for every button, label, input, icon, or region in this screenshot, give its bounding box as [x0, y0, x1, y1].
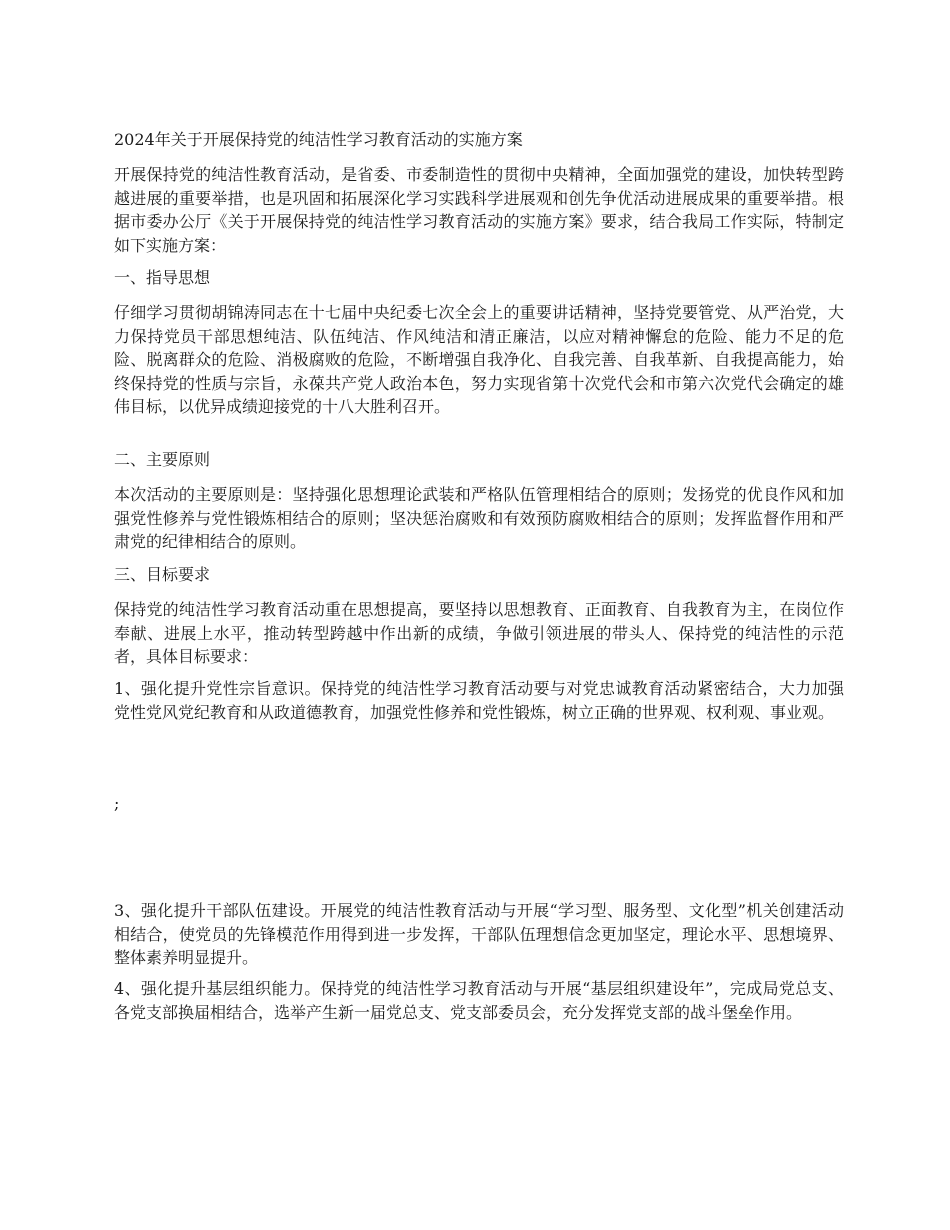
section2-body: 本次活动的主要原则是：坚持强化思想理论武装和严格队伍管理相结合的原则；发扬党的优良作风和加强党性修养与党性锻炼相结合的原则；坚决惩治腐败和有效预防腐败相结合的原则；发挥监督作用和严肃党的纪律相结合的原则。 [114, 485, 844, 551]
intro-paragraph: 开展保持党的纯洁性教育活动，是省委、市委制造性的贯彻中央精神，全面加强党的建设，加快转型跨越进展的重要举措，也是巩固和拓展深化学习实践科学进展观和创先争优活动进展成果的重要举措。根据市委办公厅《关于开展保持党的纯洁性学习教育活动的实施方案》要求，结合我局工作实际，特制定如下实施方案： [114, 165, 844, 255]
section1-heading: 一、指导思想 [114, 268, 211, 287]
section1-body: 仔细学习贯彻胡锦涛同志在十七届中央纪委七次全会上的重要讲话精神，坚持党要管党、从严治党，大力保持党员干部思想纯洁、队伍纯洁、作风纯洁和清正廉洁，以应对精神懈怠的危险、能力不足的危险、脱离群众的危险、消极腐败的危险，不断增强自我净化、自我完善、自我革新、自我提高能力，始终保持党的性质与宗旨，永葆共产党人政治本色，努力实现省第十次党代会和市第六次党代会确定的雄伟目标，以优异成绩迎接党的十八大胜利召开。 [114, 303, 844, 416]
item-3: 3、强化提升干部队伍建设。开展党的纯洁性教育活动与开展“学习型、服务型、文化型”机关创建活动相结合，使党员的先锋模范作用得到进一步发挥，干部队伍理想信念更加坚定，理论水平、思想境界、整体素养明显提升。 [114, 901, 844, 967]
section3-heading: 三、目标要求 [114, 565, 211, 584]
item-1: 1、强化提升党性宗旨意识。保持党的纯洁性学习教育活动要与对党忠诚教育活动紧密结合，大力加强党性党风党纪教育和从政道德教育，加强党性修养和党性锻炼，树立正确的世界观、权利观、事业观。 [114, 679, 844, 722]
section2-heading: 二、主要原则 [114, 450, 211, 469]
document-title: 2024年关于开展保持党的纯洁性学习教育活动的实施方案 [114, 130, 523, 149]
item-4: 4、强化提升基层组织能力。保持党的纯洁性学习教育活动与开展“基层组织建设年”，完成局党总支、各党支部换届相结合，选举产生新一届党总支、党支部委员会，充分发挥党支部的战斗堡垒作用。 [114, 979, 844, 1022]
stray-mark: ; [114, 794, 120, 813]
section3-body: 保持党的纯洁性学习教育活动重在思想提高，要坚持以思想教育、正面教育、自我教育为主，在岗位作奉献、进展上水平，推动转型跨越中作出新的成绩，争做引领进展的带头人、保持党的纯洁性的示范者，具体目标要求： [114, 600, 844, 666]
